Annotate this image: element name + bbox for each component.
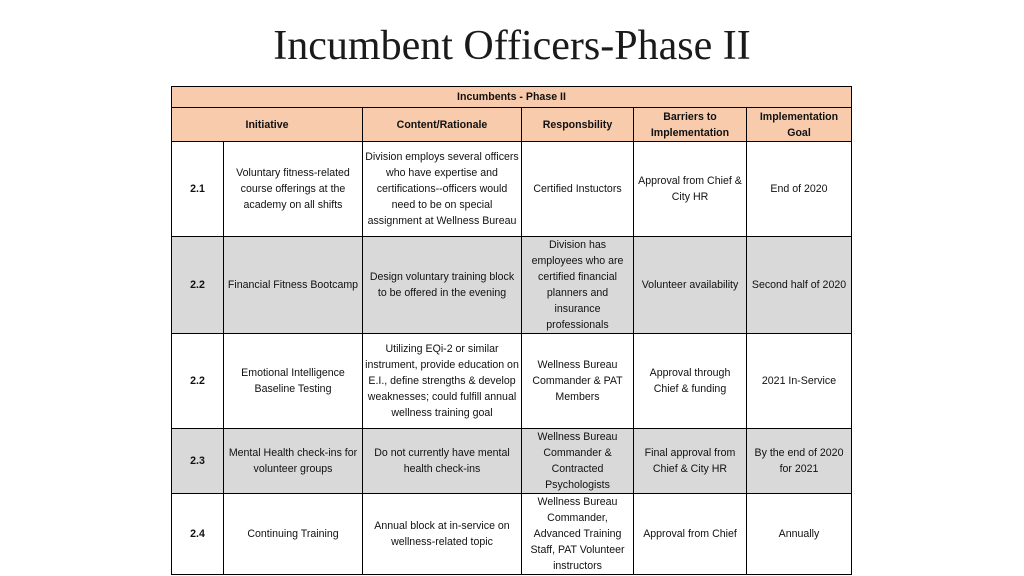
header-barriers: Barriers to Implementation [634,108,747,142]
goal-cell: Second half of 2020 [747,237,852,334]
initiative-cell: Financial Fitness Bootcamp [224,237,363,334]
initiative-cell: Emotional Intelligence Baseline Testing [224,334,363,429]
content-cell: Utilizing EQi-2 or similar instrument, provide education on E.I., define strengths & develop weaknesses; could fulfill annual wellness training goal [363,334,522,429]
initiatives-table [171,86,852,575]
initiative-cell: Mental Health check-ins for volunteer groups [224,429,363,494]
table-row [172,334,852,429]
row-number: 2.4 [172,494,224,575]
table-row [172,494,852,575]
content-cell: Annual block at in-service on wellness-related topic [363,494,522,575]
header-initiative: Initiative [172,108,363,142]
barriers-cell: Approval through Chief & funding [634,334,747,429]
header-content-rationale: Content/Rationale [363,108,522,142]
table-caption: Incumbents - Phase II [172,87,852,108]
content-cell: Do not currently have mental health check-ins [363,429,522,494]
row-number: 2.3 [172,429,224,494]
barriers-cell: Volunteer availability [634,237,747,334]
goal-cell: By the end of 2020 for 2021 [747,429,852,494]
table-row [172,142,852,237]
initiative-cell: Voluntary fitness-related course offerings at the academy on all shifts [224,142,363,237]
page-title: Incumbent Officers-Phase II [273,23,751,69]
table-row [172,429,852,494]
barriers-cell: Approval from Chief [634,494,747,575]
barriers-cell: Final approval from Chief & City HR [634,429,747,494]
header-implementation-goal: Implementation Goal [747,108,852,142]
row-number: 2.1 [172,142,224,237]
column-header-row [172,108,852,142]
content-cell: Division employs several officers who have expertise and certifications--officers would need to be on special assignment at Wellness Bureau [363,142,522,237]
responsibility-cell: Wellness Bureau Commander & Contracted Psychologists [522,429,634,494]
table-caption-row [172,87,852,108]
goal-cell: 2021 In-Service [747,334,852,429]
row-number: 2.2 [172,237,224,334]
goal-cell: End of 2020 [747,142,852,237]
responsibility-cell: Wellness Bureau Commander, Advanced Training Staff, PAT Volunteer instructors [522,494,634,575]
responsibility-cell: Wellness Bureau Commander & PAT Members [522,334,634,429]
header-responsibility: Responsbility [522,108,634,142]
content-cell: Design voluntary training block to be offered in the evening [363,237,522,334]
initiative-cell: Continuing Training [224,494,363,575]
barriers-cell: Approval from Chief & City HR [634,142,747,237]
goal-cell: Annually [747,494,852,575]
responsibility-cell: Division has employees who are certified financial planners and insurance professionals [522,237,634,334]
responsibility-cell: Certified Instuctors [522,142,634,237]
row-number: 2.2 [172,334,224,429]
table-row [172,237,852,334]
